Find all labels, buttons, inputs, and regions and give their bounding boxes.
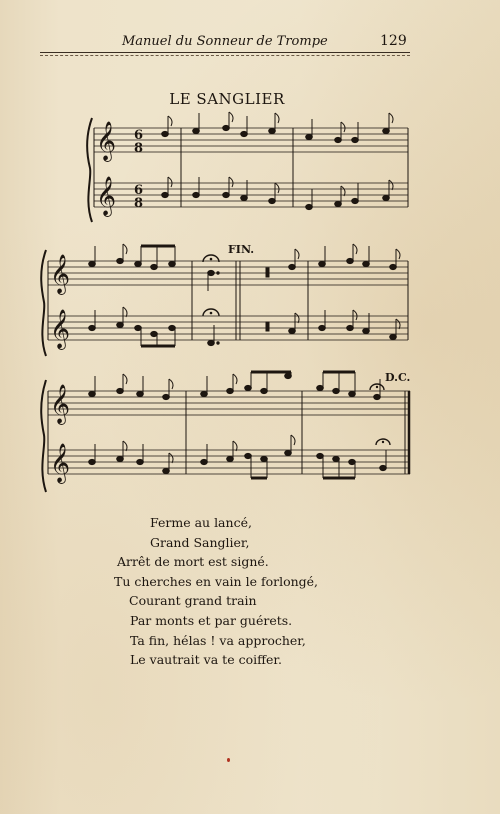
time-sig-top: 6 <box>134 183 144 198</box>
time-sig-bottom: 8 <box>134 141 144 156</box>
running-title: Manuel du Sonneur de Trompe <box>122 34 328 49</box>
staff-lower <box>48 316 408 340</box>
verse-line: Le vautrait va te coiffer. <box>130 652 282 668</box>
system-2 <box>41 243 408 356</box>
system-brace <box>87 118 92 222</box>
verse-line: Arrêt de mort est signé. <box>117 554 269 570</box>
treble-clef-icon: 𝄞 <box>96 121 117 161</box>
song-title: LE SANGLIER <box>169 90 285 108</box>
verse-line: Tu cherches en vain le forlongé, <box>114 573 319 589</box>
verse-line: Ta fin, hélas ! va approcher, <box>130 632 306 648</box>
song-verse <box>100 513 400 670</box>
verse-line: Courant grand train <box>129 593 257 609</box>
page-number: 129 <box>380 33 407 49</box>
verse-line: Par monts et par guérets. <box>130 612 293 628</box>
dc-marking: D.C. <box>385 371 411 384</box>
staff-upper <box>48 261 408 285</box>
fin-marking: FIN. <box>228 243 255 256</box>
time-sig-top: 6 <box>134 128 144 143</box>
treble-clef-icon: 𝄞 <box>50 443 71 483</box>
system-1 <box>87 112 408 222</box>
verse-line: Grand Sanglier, <box>150 534 250 550</box>
treble-clef-icon: 𝄞 <box>50 309 71 349</box>
treble-clef-icon: 𝄞 <box>50 254 71 294</box>
system-brace <box>41 250 46 356</box>
system-brace <box>41 380 46 492</box>
treble-clef-icon: 𝄞 <box>50 384 71 424</box>
treble-clef-icon: 𝄞 <box>96 176 117 216</box>
notes <box>89 244 400 346</box>
ink-spot <box>227 758 230 762</box>
time-sig-bottom: 8 <box>134 196 144 211</box>
system-3 <box>41 371 410 492</box>
verse-line: Ferme au lancé, <box>150 515 252 530</box>
